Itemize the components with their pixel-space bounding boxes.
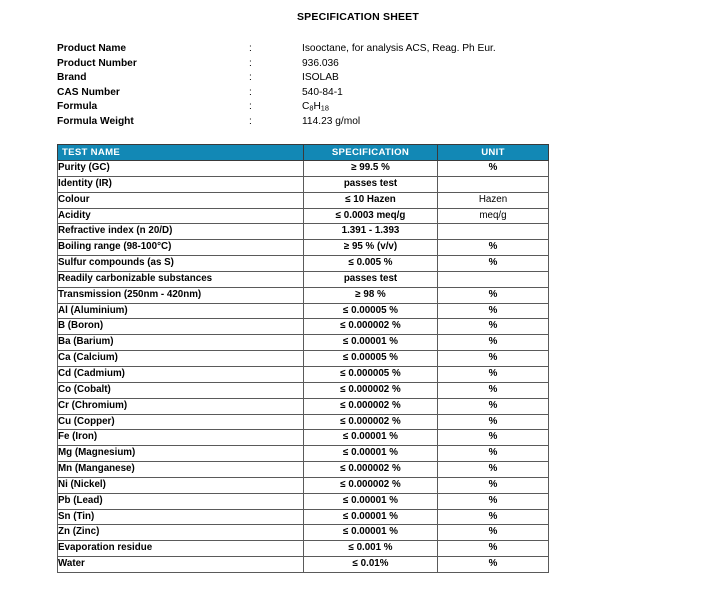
table-header: [58, 145, 549, 161]
cell-test-name: Acidity: [58, 208, 304, 224]
cell-unit: %: [438, 398, 549, 414]
page-title: SPECIFICATION SHEET: [296, 11, 420, 23]
cell-unit: %: [438, 477, 549, 493]
cell-specification: ≤ 0.000002 %: [304, 414, 438, 430]
cell-unit: [438, 271, 549, 287]
product-info-row: [57, 72, 557, 87]
cell-unit: %: [438, 462, 549, 478]
table-row: [58, 398, 549, 414]
table-row: [58, 287, 549, 303]
product-info-separator: :: [249, 101, 252, 113]
column-header-test-name: TEST NAME: [58, 145, 304, 161]
product-info-value: $C_8H_{18}$: [302, 101, 329, 113]
table-row: [58, 430, 549, 446]
product-info-separator: :: [249, 115, 252, 127]
product-info-value: Isooctane, for analysis ACS, Reag. Ph Eur.: [302, 43, 496, 54]
cell-unit: %: [438, 240, 549, 256]
cell-specification: ≤ 0.000002 %: [304, 319, 438, 335]
cell-specification: passes test: [304, 271, 438, 287]
cell-test-name: Fe (Iron): [58, 430, 304, 446]
cell-specification: ≤ 0.001 %: [304, 541, 438, 557]
cell-unit: %: [438, 366, 549, 382]
cell-unit: Hazen: [438, 192, 549, 208]
product-info-label: Product Name: [57, 43, 127, 54]
cell-specification: ≤ 10 Hazen: [304, 192, 438, 208]
cell-unit: [438, 224, 549, 240]
product-info-value: 540-84-1: [302, 86, 343, 98]
cell-test-name: Sn (Tin): [58, 509, 304, 525]
cell-unit: %: [438, 319, 549, 335]
cell-specification: ≤ 0.00001 %: [304, 525, 438, 541]
table-row: [58, 493, 549, 509]
cell-test-name: Sulfur compounds (as S): [58, 256, 304, 272]
cell-unit: %: [438, 287, 549, 303]
cell-specification: ≤ 0.00001 %: [304, 509, 438, 525]
product-info-label: Product Number: [57, 57, 137, 69]
cell-test-name: Cu (Copper): [58, 414, 304, 430]
table-row: [58, 477, 549, 493]
cell-unit: %: [438, 541, 549, 557]
cell-specification: ≤ 0.000002 %: [304, 398, 438, 414]
cell-specification: ≤ 0.000002 %: [304, 382, 438, 398]
cell-test-name: Evaporation residue: [58, 541, 304, 557]
table-row: [58, 414, 549, 430]
cell-specification: ≥ 99.5 %: [304, 161, 438, 177]
table-row: [58, 319, 549, 335]
cell-test-name: Ca (Calcium): [58, 351, 304, 367]
product-info-separator: :: [249, 72, 252, 84]
table-row: [58, 557, 549, 573]
table-row: [58, 525, 549, 541]
product-info-value: 936.036: [302, 57, 339, 69]
cell-unit: %: [438, 335, 549, 351]
cell-test-name: Identity (IR): [58, 176, 304, 192]
product-info-label: CAS Number: [57, 86, 120, 98]
table-row: [58, 509, 549, 525]
cell-test-name: Refractive index (n 20/D): [58, 224, 304, 240]
product-info-separator: :: [249, 57, 252, 69]
cell-specification: ≤ 0.000005 %: [304, 366, 438, 382]
table-row: [58, 256, 549, 272]
table-row: [58, 224, 549, 240]
cell-test-name: B (Boron): [58, 319, 304, 335]
cell-test-name: Ba (Barium): [58, 335, 304, 351]
cell-test-name: Transmission (250nm - 420nm): [58, 287, 304, 303]
cell-test-name: Mn (Manganese): [58, 462, 304, 478]
cell-specification: ≤ 0.00005 %: [304, 351, 438, 367]
cell-test-name: Boiling range (98-100°C): [58, 240, 304, 256]
cell-specification: ≤ 0.00001 %: [304, 493, 438, 509]
table-row: [58, 335, 549, 351]
cell-unit: %: [438, 303, 549, 319]
table-row: [58, 462, 549, 478]
cell-test-name: Cd (Cadmium): [58, 366, 304, 382]
table-row: [58, 541, 549, 557]
product-info-label: Brand: [57, 72, 87, 84]
table-row: [58, 161, 549, 177]
table-row: [58, 303, 549, 319]
table-body: [58, 161, 549, 573]
cell-unit: %: [438, 446, 549, 462]
cell-unit: %: [438, 256, 549, 272]
cell-unit: %: [438, 382, 549, 398]
table-row: [58, 240, 549, 256]
cell-unit: meq/g: [438, 208, 549, 224]
product-info-separator: :: [249, 86, 252, 98]
column-header-unit: UNIT: [438, 145, 549, 161]
cell-specification: ≤ 0.000002 %: [304, 477, 438, 493]
table-row: [58, 446, 549, 462]
cell-test-name: Al (Aluminium): [58, 303, 304, 319]
specification-table-container: [57, 144, 548, 573]
cell-specification: ≥ 98 %: [304, 287, 438, 303]
product-info-label: Formula: [57, 101, 98, 113]
cell-test-name: Ni (Nickel): [58, 477, 304, 493]
cell-specification: ≤ 0.005 %: [304, 256, 438, 272]
cell-specification: ≤ 0.00001 %: [304, 446, 438, 462]
cell-test-name: Zn (Zinc): [58, 525, 304, 541]
cell-specification: ≥ 95 % (v/v): [304, 240, 438, 256]
product-info-row: [57, 101, 557, 116]
table-header-row: [58, 145, 549, 161]
cell-unit: %: [438, 414, 549, 430]
cell-unit: %: [438, 351, 549, 367]
cell-specification: ≤ 0.01%: [304, 557, 438, 573]
table-row: [58, 366, 549, 382]
cell-specification: ≤ 0.00001 %: [304, 430, 438, 446]
cell-test-name: Cr (Chromium): [58, 398, 304, 414]
product-info-value: ISOLAB: [302, 72, 339, 84]
cell-specification: ≤ 0.00005 %: [304, 303, 438, 319]
table-row: [58, 192, 549, 208]
cell-test-name: Mg (Magnesium): [58, 446, 304, 462]
cell-unit: [438, 176, 549, 192]
cell-unit: %: [438, 493, 549, 509]
cell-test-name: Co (Cobalt): [58, 382, 304, 398]
cell-test-name: Water: [58, 557, 304, 573]
cell-unit: %: [438, 509, 549, 525]
cell-unit: %: [438, 161, 549, 177]
cell-test-name: Pb (Lead): [58, 493, 304, 509]
product-info-block: [57, 43, 557, 131]
table-row: [58, 208, 549, 224]
product-info-row: [57, 87, 557, 102]
cell-specification: passes test: [304, 176, 438, 192]
table-row: [58, 271, 549, 287]
cell-test-name: Purity (GC): [58, 161, 304, 177]
product-info-row: [57, 58, 557, 73]
product-info-row: [57, 116, 557, 131]
product-info-label: Formula Weight: [57, 115, 134, 127]
product-info-separator: :: [249, 43, 252, 54]
cell-test-name: Readily carbonizable substances: [58, 271, 304, 287]
table-row: [58, 176, 549, 192]
cell-unit: %: [438, 430, 549, 446]
table-row: [58, 351, 549, 367]
cell-specification: ≤ 0.00001 %: [304, 335, 438, 351]
specification-table: [57, 144, 549, 573]
cell-unit: %: [438, 525, 549, 541]
cell-specification: 1.391 - 1.393: [304, 224, 438, 240]
cell-specification: ≤ 0.000002 %: [304, 462, 438, 478]
cell-unit: %: [438, 557, 549, 573]
cell-specification: ≤ 0.0003 meq/g: [304, 208, 438, 224]
table-row: [58, 382, 549, 398]
product-info-row: [57, 43, 557, 58]
product-info-value: 114.23 g/mol: [302, 115, 361, 127]
cell-test-name: Colour: [58, 192, 304, 208]
column-header-specification: SPECIFICATION: [304, 145, 438, 161]
